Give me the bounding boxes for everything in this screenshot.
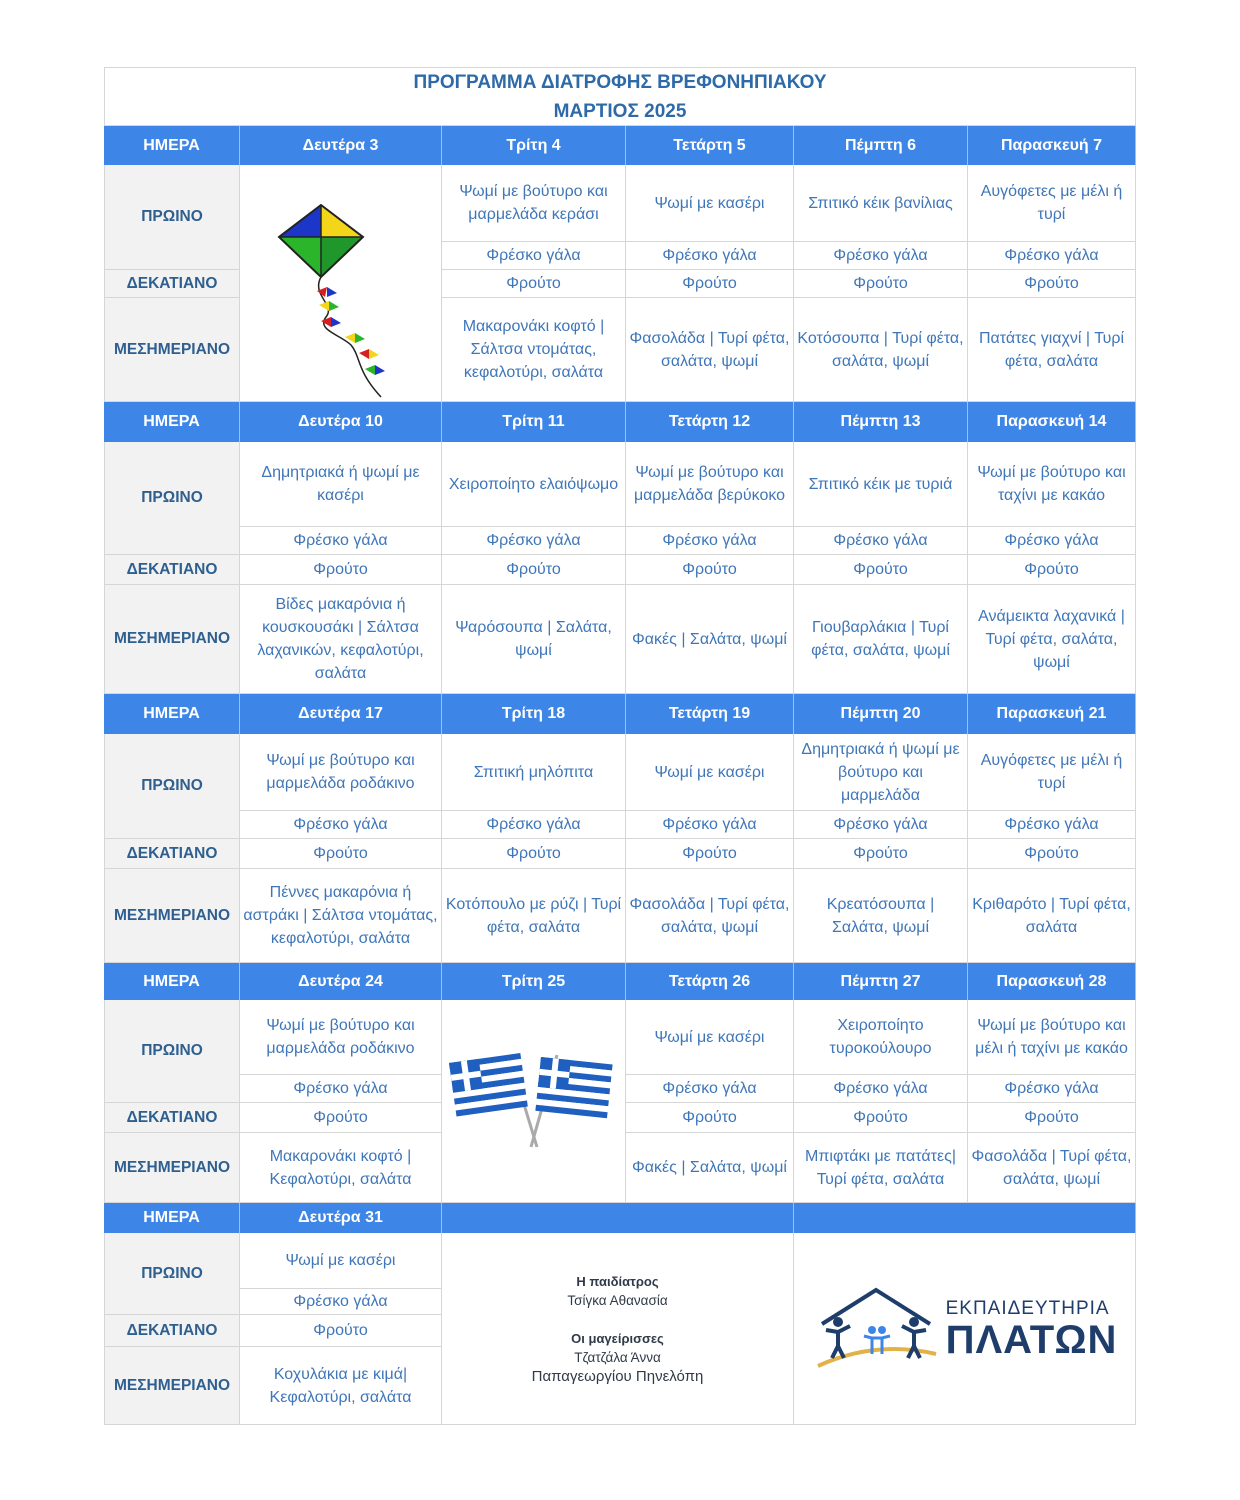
day-header-label: ΗΜΕΡΑ xyxy=(104,963,240,1000)
day-header: Τρίτη 25 xyxy=(442,963,626,1000)
day-header: Πέμπτη 20 xyxy=(794,694,968,734)
snack-cell: Φρούτο xyxy=(442,555,626,585)
milk-cell: Φρέσκο γάλα xyxy=(968,1075,1136,1103)
cook-name: Παπαγεωργίου Πηνελόπη xyxy=(531,1367,704,1385)
milk-cell: Φρέσκο γάλα xyxy=(626,527,794,555)
snack-cell: Φρούτο xyxy=(240,839,442,869)
milk-cell: Φρέσκο γάλα xyxy=(442,242,626,270)
row-label-breakfast: ΠΡΩΙΝΟ xyxy=(104,1000,240,1103)
day-header: Τετάρτη 5 xyxy=(626,126,794,165)
kite-icon xyxy=(241,165,441,401)
row-label-snack: ΔΕΚΑΤΙΑΝΟ xyxy=(104,270,240,298)
snack-cell: Φρούτο xyxy=(626,1103,794,1133)
breakfast-cell: Αυγόφετες με μέλι ή τυρί xyxy=(968,165,1136,242)
lunch-cell: Κοτόσουπα | Τυρί φέτα, σαλάτα, ψωμί xyxy=(794,298,968,402)
lunch-cell: Πέννες μακαρόνια ή αστράκι | Σάλτσα ντομάτας, κεφαλοτύρι, σαλάτα xyxy=(240,869,442,963)
lunch-cell: Φασολάδα | Τυρί φέτα, σαλάτα, ψωμί xyxy=(626,869,794,963)
snack-cell: Φρούτο xyxy=(794,270,968,298)
lunch-cell: Φακές | Σαλάτα, ψωμί xyxy=(626,585,794,694)
kite-image xyxy=(240,165,442,402)
signatures-block xyxy=(442,1233,794,1425)
snack-cell: Φρούτο xyxy=(626,555,794,585)
breakfast-cell: Σπιτικό κέικ βανίλιας xyxy=(794,165,968,242)
snack-cell: Φρούτο xyxy=(968,1103,1136,1133)
breakfast-cell: Ψωμί με κασέρι xyxy=(240,1233,442,1289)
day-header-empty xyxy=(442,1203,794,1233)
snack-cell: Φρούτο xyxy=(442,270,626,298)
lunch-cell: Κοτόπουλο με ρύζι | Τυρί φέτα, σαλάτα xyxy=(442,869,626,963)
row-label-snack: ΔΕΚΑΤΙΑΝΟ xyxy=(104,839,240,869)
row-label-breakfast: ΠΡΩΙΝΟ xyxy=(104,1233,240,1315)
lunch-cell: Μπιφτάκι με πατάτες| Τυρί φέτα, σαλάτα xyxy=(794,1133,968,1203)
snack-cell: Φρούτο xyxy=(442,839,626,869)
title-line-2: ΜΑΡΤΙΟΣ 2025 xyxy=(553,100,687,122)
lunch-cell: Κοχυλάκια με κιμά| Κεφαλοτύρι, σαλάτα xyxy=(240,1347,442,1425)
milk-cell: Φρέσκο γάλα xyxy=(794,527,968,555)
menu-table xyxy=(104,67,1136,1425)
day-header: Δευτέρα 24 xyxy=(240,963,442,1000)
breakfast-cell: Αυγόφετες με μέλι ή τυρί xyxy=(968,734,1136,811)
milk-cell: Φρέσκο γάλα xyxy=(794,242,968,270)
row-label-snack: ΔΕΚΑΤΙΑΝΟ xyxy=(104,1315,240,1347)
breakfast-cell: Ψωμί με βούτυρο και μαρμελάδα ροδάκινο xyxy=(240,734,442,811)
lunch-cell: Μακαρονάκι κοφτό | Κεφαλοτύρι, σαλάτα xyxy=(240,1133,442,1203)
snack-cell: Φρούτο xyxy=(240,1315,442,1347)
lunch-cell: Φασολάδα | Τυρί φέτα, σαλάτα, ψωμί xyxy=(968,1133,1136,1203)
pediatrician-name: Τσίγκα Αθανασία xyxy=(567,1292,668,1308)
day-header: Δευτέρα 3 xyxy=(240,126,442,165)
lunch-cell: Μακαρονάκι κοφτό |Σάλτσα ντομάτας, κεφαλοτύρι, σαλάτα xyxy=(442,298,626,402)
day-header: Δευτέρα 31 xyxy=(240,1203,442,1233)
lunch-cell: Φακές | Σαλάτα, ψωμί xyxy=(626,1133,794,1203)
milk-cell: Φρέσκο γάλα xyxy=(794,811,968,839)
row-label-lunch: ΜΕΣΗΜΕΡΙΑΝΟ xyxy=(104,1133,240,1203)
snack-cell: Φρούτο xyxy=(626,839,794,869)
lunch-cell: Πατάτες γιαχνί | Τυρί φέτα, σαλάτα xyxy=(968,298,1136,402)
milk-cell: Φρέσκο γάλα xyxy=(626,242,794,270)
milk-cell: Φρέσκο γάλα xyxy=(442,527,626,555)
snack-cell: Φρούτο xyxy=(794,1103,968,1133)
row-label-breakfast: ΠΡΩΙΝΟ xyxy=(104,734,240,839)
breakfast-cell: Ψωμί με κασέρι xyxy=(626,1000,794,1075)
lunch-cell: Φασολάδα | Τυρί φέτα, σαλάτα, ψωμί xyxy=(626,298,794,402)
day-header: Παρασκευή 28 xyxy=(968,963,1136,1000)
day-header-empty xyxy=(794,1203,1136,1233)
lunch-cell: Βίδες μακαρόνια ή κουσκουσάκι | Σάλτσα λαχανικών, κεφαλοτύρι, σαλάτα xyxy=(240,585,442,694)
milk-cell: Φρέσκο γάλα xyxy=(794,1075,968,1103)
breakfast-cell: Ψωμί με βούτυρο και μέλι ή ταχίνι με κακάο xyxy=(968,1000,1136,1075)
milk-cell: Φρέσκο γάλα xyxy=(968,811,1136,839)
day-header: Τετάρτη 19 xyxy=(626,694,794,734)
day-header: Πέμπτη 6 xyxy=(794,126,968,165)
day-header: Τρίτη 11 xyxy=(442,402,626,442)
breakfast-cell: Δημητριακά ή ψωμί με κασέρι xyxy=(240,442,442,527)
breakfast-cell: Ψωμί με βούτυρο και μαρμελάδα κεράσι xyxy=(442,165,626,242)
day-header-label: ΗΜΕΡΑ xyxy=(104,694,240,734)
day-header: Παρασκευή 21 xyxy=(968,694,1136,734)
breakfast-cell: Ψωμί με κασέρι xyxy=(626,165,794,242)
milk-cell: Φρέσκο γάλα xyxy=(968,527,1136,555)
milk-cell: Φρέσκο γάλα xyxy=(240,1289,442,1315)
milk-cell: Φρέσκο γάλα xyxy=(240,527,442,555)
lunch-cell: Κριθαρότο | Τυρί φέτα, σαλάτα xyxy=(968,869,1136,963)
day-header-label: ΗΜΕΡΑ xyxy=(104,1203,240,1233)
row-label-lunch: ΜΕΣΗΜΕΡΙΑΝΟ xyxy=(104,1347,240,1425)
milk-cell: Φρέσκο γάλα xyxy=(240,811,442,839)
row-label-breakfast: ΠΡΩΙΝΟ xyxy=(104,165,240,270)
day-header: Τρίτη 4 xyxy=(442,126,626,165)
day-header: Τετάρτη 12 xyxy=(626,402,794,442)
title-line-1: ΠΡΟΓΡΑΜΜΑ ΔΙΑΤΡΟΦΗΣ ΒΡΕΦΟΝΗΠΙΑΚΟΥ xyxy=(413,71,827,93)
day-header: Δευτέρα 10 xyxy=(240,402,442,442)
breakfast-cell: Χειροποίητο τυροκούλουρο xyxy=(794,1000,968,1075)
snack-cell: Φρούτο xyxy=(968,270,1136,298)
breakfast-cell: Ψωμί με βούτυρο και μαρμελάδα ροδάκινο xyxy=(240,1000,442,1075)
school-logo-icon xyxy=(812,1284,940,1374)
snack-cell: Φρούτο xyxy=(240,555,442,585)
lunch-cell: Ψαρόσουπα | Σαλάτα, ψωμί xyxy=(442,585,626,694)
day-header: Παρασκευή 14 xyxy=(968,402,1136,442)
row-label-lunch: ΜΕΣΗΜΕΡΙΑΝΟ xyxy=(104,298,240,402)
lunch-cell: Ανάμεικτα λαχανικά | Τυρί φέτα, σαλάτα, ψωμί xyxy=(968,585,1136,694)
milk-cell: Φρέσκο γάλα xyxy=(442,811,626,839)
day-header: Δευτέρα 17 xyxy=(240,694,442,734)
lunch-cell: Γιουβαρλάκια | Τυρί φέτα, σαλάτα, ψωμί xyxy=(794,585,968,694)
school-logo xyxy=(794,1233,1136,1425)
breakfast-cell: Σπιτικό κέικ με τυριά xyxy=(794,442,968,527)
day-header-label: ΗΜΕΡΑ xyxy=(104,126,240,165)
breakfast-cell: Δημητριακά ή ψωμί με βούτυρο και μαρμελάδα xyxy=(794,734,968,811)
snack-cell: Φρούτο xyxy=(626,270,794,298)
day-header: Τετάρτη 26 xyxy=(626,963,794,1000)
cook-name: Τζατζάλα Άννα xyxy=(574,1349,661,1365)
breakfast-cell: Χειροποίητο ελαιόψωμο xyxy=(442,442,626,527)
breakfast-cell: Ψωμί με βούτυρο και ταχίνι με κακάο xyxy=(968,442,1136,527)
greek-flags-icon xyxy=(449,1051,619,1151)
page-title xyxy=(104,67,1136,126)
snack-cell: Φρούτο xyxy=(240,1103,442,1133)
logo-line-1: ΕΚΠΑΙΔΕΥΤΗΡΙΑ xyxy=(945,1297,1110,1319)
snack-cell: Φρούτο xyxy=(968,555,1136,585)
day-header: Τρίτη 18 xyxy=(442,694,626,734)
breakfast-cell: Ψωμί με κασέρι xyxy=(626,734,794,811)
snack-cell: Φρούτο xyxy=(794,555,968,585)
breakfast-cell: Σπιτική μηλόπιτα xyxy=(442,734,626,811)
row-label-breakfast: ΠΡΩΙΝΟ xyxy=(104,442,240,555)
lunch-cell: Κρεατόσουπα | Σαλάτα, ψωμί xyxy=(794,869,968,963)
milk-cell: Φρέσκο γάλα xyxy=(968,242,1136,270)
day-header-label: ΗΜΕΡΑ xyxy=(104,402,240,442)
snack-cell: Φρούτο xyxy=(968,839,1136,869)
row-label-snack: ΔΕΚΑΤΙΑΝΟ xyxy=(104,1103,240,1133)
snack-cell: Φρούτο xyxy=(794,839,968,869)
day-header: Παρασκευή 7 xyxy=(968,126,1136,165)
greek-flags-image xyxy=(442,1000,626,1203)
milk-cell: Φρέσκο γάλα xyxy=(626,811,794,839)
milk-cell: Φρέσκο γάλα xyxy=(626,1075,794,1103)
pediatrician-title: Η παιδίατρος xyxy=(576,1273,659,1289)
logo-line-2: ΠΛΑΤΩΝ xyxy=(945,1317,1118,1362)
cooks-title: Οι μαγείρισσες xyxy=(571,1330,664,1346)
day-header: Πέμπτη 27 xyxy=(794,963,968,1000)
breakfast-cell: Ψωμί με βούτυρο και μαρμελάδα βερύκοκο xyxy=(626,442,794,527)
row-label-snack: ΔΕΚΑΤΙΑΝΟ xyxy=(104,555,240,585)
row-label-lunch: ΜΕΣΗΜΕΡΙΑΝΟ xyxy=(104,869,240,963)
day-header: Πέμπτη 13 xyxy=(794,402,968,442)
row-label-lunch: ΜΕΣΗΜΕΡΙΑΝΟ xyxy=(104,585,240,694)
milk-cell: Φρέσκο γάλα xyxy=(240,1075,442,1103)
